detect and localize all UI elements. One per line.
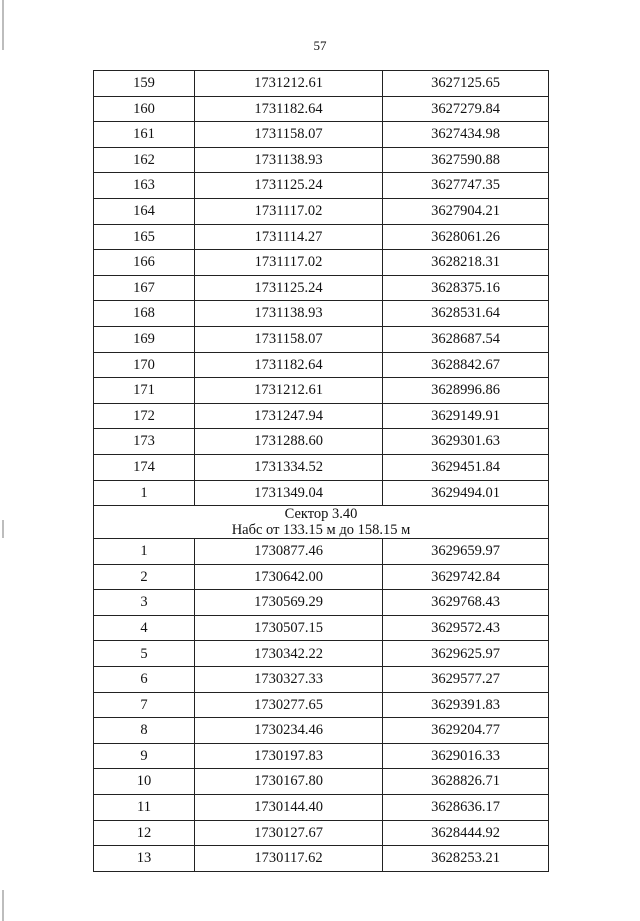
table-row <box>94 147 549 173</box>
table-row <box>94 96 549 122</box>
point-number-cell: 11 <box>94 795 195 821</box>
section-title: Сектор 3.40 <box>284 506 358 523</box>
point-number-cell: 165 <box>94 224 195 250</box>
y-coordinate-cell: 3628996.86 <box>383 378 549 404</box>
y-coordinate-cell: 3627747.35 <box>383 173 549 199</box>
point-number-cell: 9 <box>94 743 195 769</box>
point-number-cell: 170 <box>94 352 195 378</box>
x-coordinate-cell: 1730277.65 <box>195 692 383 718</box>
table-row <box>94 539 549 565</box>
point-number-cell: 1 <box>94 480 195 506</box>
table-row <box>94 301 549 327</box>
table-row <box>94 692 549 718</box>
section-header-group <box>94 506 549 539</box>
point-number-cell: 168 <box>94 301 195 327</box>
x-coordinate-cell: 1730642.00 <box>195 564 383 590</box>
point-number-cell: 167 <box>94 275 195 301</box>
point-number-cell: 171 <box>94 378 195 404</box>
table-row <box>94 275 549 301</box>
x-coordinate-cell: 1730127.67 <box>195 820 383 846</box>
table-row <box>94 564 549 590</box>
y-coordinate-cell: 3627904.21 <box>383 198 549 224</box>
y-coordinate-cell: 3627125.65 <box>383 71 549 97</box>
point-number-cell: 4 <box>94 615 195 641</box>
y-coordinate-cell: 3628253.21 <box>383 846 549 872</box>
x-coordinate-cell: 1731158.07 <box>195 122 383 148</box>
table-row <box>94 590 549 616</box>
table-row <box>94 480 549 506</box>
y-coordinate-cell: 3627590.88 <box>383 147 549 173</box>
x-coordinate-cell: 1731125.24 <box>195 173 383 199</box>
point-number-cell: 8 <box>94 718 195 744</box>
y-coordinate-cell: 3629625.97 <box>383 641 549 667</box>
point-number-cell: 161 <box>94 122 195 148</box>
table-row <box>94 795 549 821</box>
point-number-cell: 12 <box>94 820 195 846</box>
x-coordinate-cell: 1730327.33 <box>195 667 383 693</box>
x-coordinate-cell: 1731114.27 <box>195 224 383 250</box>
x-coordinate-cell: 1731334.52 <box>195 454 383 480</box>
x-coordinate-cell: 1730167.80 <box>195 769 383 795</box>
table-row <box>94 846 549 872</box>
table-row <box>94 122 549 148</box>
x-coordinate-cell: 1730234.46 <box>195 718 383 744</box>
x-coordinate-cell: 1731212.61 <box>195 71 383 97</box>
scan-edge-mark <box>2 890 4 921</box>
point-number-cell: 1 <box>94 539 195 565</box>
point-number-cell: 173 <box>94 429 195 455</box>
y-coordinate-cell: 3629204.77 <box>383 718 549 744</box>
point-number-cell: 13 <box>94 846 195 872</box>
coordinates-table-bottom <box>94 539 549 872</box>
point-number-cell: 166 <box>94 250 195 276</box>
x-coordinate-cell: 1731158.07 <box>195 326 383 352</box>
table-row <box>94 718 549 744</box>
y-coordinate-cell: 3628444.92 <box>383 820 549 846</box>
coordinates-table <box>93 70 549 872</box>
x-coordinate-cell: 1730342.22 <box>195 641 383 667</box>
x-coordinate-cell: 1731349.04 <box>195 480 383 506</box>
point-number-cell: 174 <box>94 454 195 480</box>
table-row <box>94 378 549 404</box>
x-coordinate-cell: 1730507.15 <box>195 615 383 641</box>
x-coordinate-cell: 1730877.46 <box>195 539 383 565</box>
table-row <box>94 403 549 429</box>
y-coordinate-cell: 3629451.84 <box>383 454 549 480</box>
x-coordinate-cell: 1731138.93 <box>195 301 383 327</box>
y-coordinate-cell: 3629572.43 <box>383 615 549 641</box>
table-row <box>94 429 549 455</box>
table-row <box>94 769 549 795</box>
y-coordinate-cell: 3628826.71 <box>383 769 549 795</box>
page-number: 57 <box>313 38 327 53</box>
point-number-cell: 163 <box>94 173 195 199</box>
point-number-cell: 162 <box>94 147 195 173</box>
table-row <box>94 743 549 769</box>
y-coordinate-cell: 3629659.97 <box>383 539 549 565</box>
x-coordinate-cell: 1731125.24 <box>195 275 383 301</box>
table-row <box>94 224 549 250</box>
y-coordinate-cell: 3627279.84 <box>383 96 549 122</box>
table-row <box>94 667 549 693</box>
x-coordinate-cell: 1731212.61 <box>195 378 383 404</box>
point-number-cell: 2 <box>94 564 195 590</box>
table-row <box>94 641 549 667</box>
x-coordinate-cell: 1730117.62 <box>195 846 383 872</box>
y-coordinate-cell: 3629391.83 <box>383 692 549 718</box>
x-coordinate-cell: 1731117.02 <box>195 198 383 224</box>
y-coordinate-cell: 3629149.91 <box>383 403 549 429</box>
x-coordinate-cell: 1730569.29 <box>195 590 383 616</box>
table-row <box>94 173 549 199</box>
y-coordinate-cell: 3628531.64 <box>383 301 549 327</box>
y-coordinate-cell: 3629016.33 <box>383 743 549 769</box>
y-coordinate-cell: 3629768.43 <box>383 590 549 616</box>
table-row <box>94 615 549 641</box>
section-header-row <box>94 506 549 539</box>
scan-edge-mark <box>2 520 4 538</box>
y-coordinate-cell: 3628061.26 <box>383 224 549 250</box>
y-coordinate-cell: 3629494.01 <box>383 480 549 506</box>
coordinates-table-top <box>94 71 549 506</box>
table-row <box>94 326 549 352</box>
table-row <box>94 198 549 224</box>
table-row <box>94 71 549 97</box>
point-number-cell: 159 <box>94 71 195 97</box>
y-coordinate-cell: 3629301.63 <box>383 429 549 455</box>
table-row <box>94 250 549 276</box>
point-number-cell: 164 <box>94 198 195 224</box>
x-coordinate-cell: 1730144.40 <box>195 795 383 821</box>
section-header-cell <box>94 506 549 539</box>
point-number-cell: 10 <box>94 769 195 795</box>
y-coordinate-cell: 3628375.16 <box>383 275 549 301</box>
point-number-cell: 160 <box>94 96 195 122</box>
y-coordinate-cell: 3628687.54 <box>383 326 549 352</box>
section-subtitle: Набс от 133.15 м до 158.15 м <box>231 522 411 539</box>
x-coordinate-cell: 1731247.94 <box>195 403 383 429</box>
point-number-cell: 172 <box>94 403 195 429</box>
x-coordinate-cell: 1731117.02 <box>195 250 383 276</box>
x-coordinate-cell: 1731182.64 <box>195 96 383 122</box>
point-number-cell: 6 <box>94 667 195 693</box>
y-coordinate-cell: 3628218.31 <box>383 250 549 276</box>
y-coordinate-cell: 3628636.17 <box>383 795 549 821</box>
point-number-cell: 3 <box>94 590 195 616</box>
x-coordinate-cell: 1731288.60 <box>195 429 383 455</box>
y-coordinate-cell: 3627434.98 <box>383 122 549 148</box>
point-number-cell: 7 <box>94 692 195 718</box>
table-row <box>94 820 549 846</box>
x-coordinate-cell: 1731182.64 <box>195 352 383 378</box>
x-coordinate-cell: 1731138.93 <box>195 147 383 173</box>
y-coordinate-cell: 3629577.27 <box>383 667 549 693</box>
point-number-cell: 5 <box>94 641 195 667</box>
y-coordinate-cell: 3628842.67 <box>383 352 549 378</box>
point-number-cell: 169 <box>94 326 195 352</box>
table-row <box>94 454 549 480</box>
x-coordinate-cell: 1730197.83 <box>195 743 383 769</box>
table-row <box>94 352 549 378</box>
y-coordinate-cell: 3629742.84 <box>383 564 549 590</box>
